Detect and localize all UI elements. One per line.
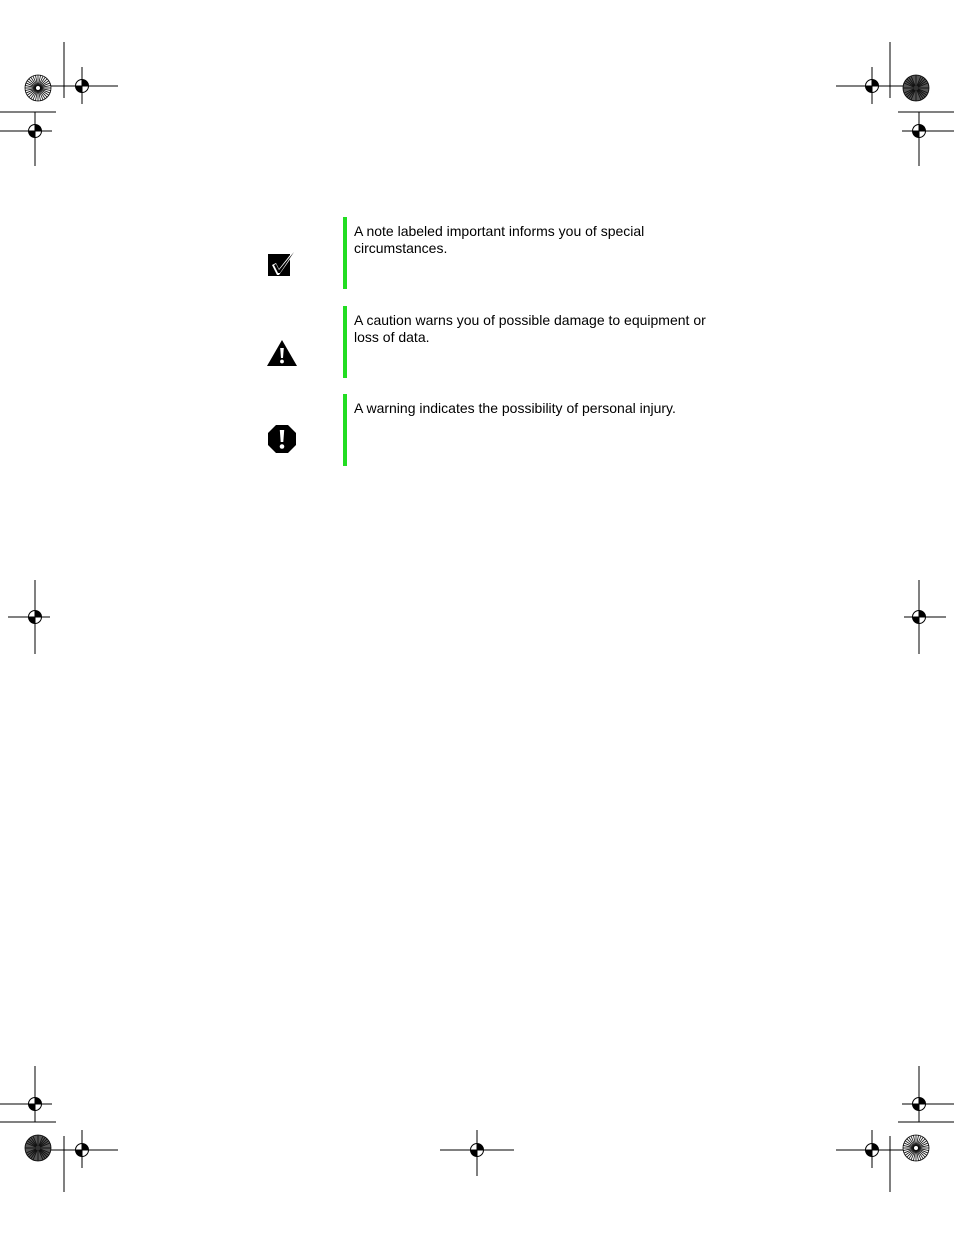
notice-accent-bar xyxy=(343,394,347,466)
notice-accent-bar xyxy=(343,217,347,289)
notice-text: A note labeled important informs you of special circumstances. xyxy=(354,223,645,256)
notice-text: A caution warns you of possible damage to equipment or loss of data. xyxy=(354,312,706,345)
notice-warning xyxy=(260,394,730,466)
notice-important xyxy=(260,217,730,289)
notice-accent-bar xyxy=(343,306,347,378)
checkmark-icon xyxy=(266,248,298,280)
notice-text: A warning indicates the possibility of personal injury. xyxy=(354,400,676,416)
warning-octagon-icon xyxy=(266,423,298,455)
notice-caution xyxy=(260,306,730,378)
caution-triangle-icon xyxy=(266,337,298,369)
